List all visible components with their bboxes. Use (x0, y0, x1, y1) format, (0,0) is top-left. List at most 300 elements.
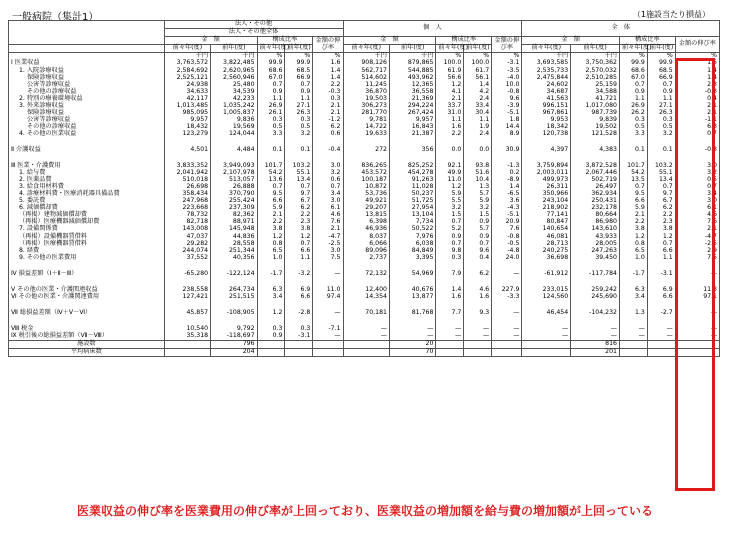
row-label: 1. 入院診療収益 (9, 67, 165, 74)
header-ratio: 構成比率 (436, 37, 492, 45)
table-cell: 14,722 (343, 123, 389, 130)
table-cell: 11,028 (389, 184, 435, 191)
table-cell: 1.4 (675, 67, 719, 74)
row-label (9, 261, 165, 270)
row-label: Ⅲ 医業・介護費用 (9, 163, 165, 170)
table-cell: 0.9 (619, 88, 647, 95)
footer-cell (647, 340, 675, 348)
footer-cell (436, 340, 464, 348)
table-cell: — (675, 325, 719, 332)
header-group-total: 全 体 (522, 21, 720, 37)
row-label: 2. 医薬品費 (9, 177, 165, 184)
table-cell: 27.1 (285, 102, 313, 109)
table-cell: 1.0 (619, 254, 647, 261)
table-cell: 3.6 (492, 198, 522, 205)
table-cell: 81,768 (389, 309, 435, 316)
header-prev2: 前々年(度) (164, 45, 210, 53)
table-cell: 879,865 (389, 60, 435, 67)
table-cell: 2.4 (464, 95, 492, 102)
table-cell: — (619, 333, 647, 341)
table-cell: 264,734 (211, 286, 257, 293)
table-cell: 0.7 (257, 81, 285, 88)
table-cell: 0.7 (619, 81, 647, 88)
table-cell: -1.2 (313, 116, 343, 123)
table-cell: 1.4 (492, 184, 522, 191)
caption: 医業収益の伸び率を医業費用の伸び率が上回っており、医業収益の増加額を給与費の増加額が上回っている (76, 504, 653, 518)
table-cell: 1.1 (436, 116, 464, 123)
table-cell: -104,232 (571, 309, 620, 316)
table-cell: 3.4 (675, 191, 719, 198)
table-cell: 2,525,121 (164, 74, 210, 81)
footer-row (9, 340, 720, 348)
table-cell: 101.7 (619, 163, 647, 170)
footer-cell: 70 (389, 348, 435, 356)
table-cell: 34,633 (164, 88, 210, 95)
table-cell: 143,008 (164, 226, 210, 233)
table-cell (436, 261, 464, 270)
table-cell: 140,654 (522, 226, 571, 233)
table-cell: 19,503 (343, 95, 389, 102)
table-cell: 44,836 (211, 233, 257, 240)
table-cell (343, 261, 389, 270)
table-cell: 3.3 (257, 131, 285, 138)
table-cell: 2.1 (619, 212, 647, 219)
table-cell: 0.7 (285, 81, 313, 88)
footer-row (9, 348, 720, 356)
table-cell: 1.4 (464, 81, 492, 88)
table-cell: 3,693,585 (522, 60, 571, 67)
footer-cell: 796 (211, 340, 257, 348)
footer-cell: 20 (389, 340, 435, 348)
table-cell: 35,318 (164, 333, 210, 341)
table-cell: 9,781 (343, 116, 389, 123)
table-cell: 2,510,285 (571, 74, 620, 81)
table-cell: 0.9 (436, 233, 464, 240)
table-cell: 68.5 (285, 67, 313, 74)
table-cell (571, 261, 620, 270)
table-cell: 7.7 (436, 309, 464, 316)
row-label: 3. 外来診療収益 (9, 102, 165, 109)
footer-cell (257, 340, 285, 348)
table-cell: 0.4 (464, 254, 492, 261)
table-cell: 1,017,080 (571, 102, 620, 109)
table-cell: -0.5 (492, 240, 522, 247)
table-cell: 6.3 (257, 286, 285, 293)
row-label: 9. その他の医業費用 (9, 254, 165, 261)
unit-cell: % (313, 53, 343, 61)
table-cell: 9.6 (492, 95, 522, 102)
table-cell: 0.5 (257, 123, 285, 130)
table-cell: 1.2 (619, 233, 647, 240)
unit-cell: % (285, 53, 313, 61)
table-cell: — (313, 309, 343, 316)
table-cell: 54,969 (389, 270, 435, 277)
table-cell: 21,369 (389, 95, 435, 102)
unit-cell: % (619, 53, 647, 61)
table-cell: 9.5 (619, 191, 647, 198)
table-cell: 3.2 (675, 170, 719, 177)
header-prev1: 前年(度) (464, 45, 492, 53)
table-cell: 0.7 (257, 184, 285, 191)
table-cell: 0.7 (436, 219, 464, 226)
table-cell: 26.9 (257, 102, 285, 109)
table-cell: 3.4 (619, 293, 647, 300)
table-cell: -5.1 (492, 109, 522, 116)
table-cell: 26,497 (571, 184, 620, 191)
row-label: 4. その他の医業収益 (9, 131, 165, 138)
table-cell: 127,421 (164, 293, 210, 300)
table-cell: -3.2 (285, 270, 313, 277)
table-cell: 9,836 (211, 116, 257, 123)
row-label: Ⅳ 損益差額（Ⅰ＋Ⅱ－Ⅲ） (9, 270, 165, 277)
table-cell: 0.7 (675, 184, 719, 191)
table-cell: 247,968 (164, 198, 210, 205)
table-cell: 91,263 (389, 177, 435, 184)
table-cell: 2,067,446 (571, 170, 620, 177)
table-cell: 454,278 (389, 170, 435, 177)
table-cell: 1.2 (436, 81, 464, 88)
table-cell: -118,697 (211, 333, 257, 341)
table-cell: 251,344 (211, 247, 257, 254)
table-cell: 54.2 (619, 170, 647, 177)
table-cell: 100.0 (464, 60, 492, 67)
table-cell: 1.1 (647, 254, 675, 261)
row-label: 1. 給与費 (9, 170, 165, 177)
table-cell: 218,902 (522, 205, 571, 212)
header-amount: 金 額 (343, 37, 436, 45)
growth-column-highlight (675, 58, 715, 491)
table-cell: 2,107,978 (211, 170, 257, 177)
table-cell: 29,282 (164, 240, 210, 247)
table-cell: 145,948 (211, 226, 257, 233)
header-growth: 金額の伸び率 (492, 37, 522, 53)
table-cell: 3,395 (389, 254, 435, 261)
table-cell: 0.9 (257, 333, 285, 341)
table-cell (464, 261, 492, 270)
table-cell: 1,013,485 (164, 102, 210, 109)
table-cell: 1.0 (257, 254, 285, 261)
unit-cell: % (436, 53, 464, 61)
table-cell: 61.9 (436, 67, 464, 74)
table-cell: 6.6 (285, 293, 313, 300)
table-cell (164, 277, 210, 286)
table-cell: 3,763,572 (164, 60, 210, 67)
table-cell: 25,159 (571, 81, 620, 88)
table-cell: 0.1 (647, 147, 675, 154)
table-row (9, 147, 720, 154)
header-prev2: 前々年(度) (436, 45, 464, 53)
table-cell: 14.4 (492, 123, 522, 130)
table-cell: 10.4 (464, 177, 492, 184)
table-cell (647, 261, 675, 270)
table-cell: 3,750,362 (571, 60, 620, 67)
table-cell: 3.2 (647, 131, 675, 138)
table-cell: 72,132 (343, 270, 389, 277)
header-prev1: 前年(度) (211, 45, 257, 53)
table-cell: 1.1 (285, 95, 313, 102)
header-ratio: 構成比率 (257, 37, 313, 45)
row-label: Ⅱ 介護収益 (9, 147, 165, 154)
table-cell: 56.1 (464, 74, 492, 81)
table-row (9, 254, 720, 261)
table-cell: 3.2 (436, 205, 464, 212)
table-cell: — (492, 325, 522, 332)
page-title: 一般病院（集計1） (12, 12, 99, 23)
table-cell: 41,721 (571, 95, 620, 102)
table-cell: 0.5 (647, 123, 675, 130)
table-cell: — (436, 325, 464, 332)
table-cell: 4,383 (571, 147, 620, 154)
table-row (9, 309, 720, 316)
table-cell: 36,698 (522, 254, 571, 261)
table-cell: 4,397 (522, 147, 571, 154)
table-cell: -4.8 (492, 247, 522, 254)
table-cell: 19,569 (211, 123, 257, 130)
table-cell: 4.1 (436, 88, 464, 95)
table-cell: 6.2 (647, 205, 675, 212)
table-cell: 243,104 (522, 198, 571, 205)
footer-cell: 201 (571, 348, 620, 356)
table-cell: 68.6 (619, 67, 647, 74)
header-prev1: 前年(度) (647, 45, 675, 53)
footer-cell (464, 340, 492, 348)
table-cell: 3.0 (313, 163, 343, 170)
table-cell: 4,484 (211, 147, 257, 154)
table-cell: 1.2 (257, 233, 285, 240)
table-cell: 3.4 (313, 191, 343, 198)
table-cell: 233,015 (522, 286, 571, 293)
footer-cell (492, 348, 522, 356)
table-cell: — (647, 333, 675, 341)
table-cell: 26.9 (619, 102, 647, 109)
table-cell: 21,387 (389, 131, 435, 138)
table-cell: 0.3 (257, 116, 285, 123)
table-cell: 9,957 (164, 116, 210, 123)
table-cell: 5.2 (436, 226, 464, 233)
table-cell: 14,354 (343, 293, 389, 300)
table-cell: 2,570,032 (571, 67, 620, 74)
table-cell (464, 277, 492, 286)
table-cell: — (675, 333, 719, 341)
table-cell: 2,560,946 (211, 74, 257, 81)
table-cell: -3.1 (647, 270, 675, 277)
table-cell: 0.3 (257, 325, 285, 332)
table-cell: 2.1 (436, 95, 464, 102)
table-cell: 3.0 (313, 247, 343, 254)
table-cell: -4.7 (675, 233, 719, 240)
table-cell: -2.5 (675, 240, 719, 247)
table-cell: 1.8 (492, 116, 522, 123)
table-cell: 6.7 (647, 198, 675, 205)
row-label: 保険診療収益 (9, 74, 165, 81)
table-cell: 0.3 (285, 325, 313, 332)
table-cell: 26.3 (647, 109, 675, 116)
table-cell: 121,528 (571, 131, 620, 138)
table-cell (343, 277, 389, 286)
table-cell: 36,558 (389, 88, 435, 95)
table-cell: 86,980 (571, 219, 620, 226)
table-cell: 3.8 (647, 226, 675, 233)
table-cell: 16,843 (389, 123, 435, 130)
table-cell: -108,905 (211, 309, 257, 316)
table-cell: 55.1 (647, 170, 675, 177)
table-cell: — (522, 333, 571, 341)
table-cell (436, 277, 464, 286)
table-cell: 281,770 (343, 109, 389, 116)
table-cell: 3.0 (313, 198, 343, 205)
footer-cell (285, 348, 313, 356)
row-label: 保険診療収益 (9, 109, 165, 116)
table-cell (619, 277, 647, 286)
table-cell: 9.6 (464, 247, 492, 254)
table-cell: — (492, 333, 522, 341)
table-cell: — (343, 333, 389, 341)
table-cell: 78,732 (164, 212, 210, 219)
table-cell: 13.6 (257, 177, 285, 184)
table-cell: 362,934 (571, 191, 620, 198)
table-cell: -2.5 (313, 240, 343, 247)
table-cell: 1.6 (313, 60, 343, 67)
table-cell: 13.4 (285, 177, 313, 184)
table-cell: 3,822,485 (211, 60, 257, 67)
table-cell: 88,971 (211, 219, 257, 226)
table-row (9, 333, 720, 341)
table-cell: 3.2 (285, 131, 313, 138)
table-cell: 84,849 (389, 247, 435, 254)
table-cell: 0.5 (285, 123, 313, 130)
table-cell: 42,117 (164, 95, 210, 102)
table-cell: 987,739 (571, 109, 620, 116)
table-cell: 3.4 (257, 293, 285, 300)
unit-cell: 千円 (211, 53, 257, 61)
table-cell: 54.2 (257, 170, 285, 177)
table-cell: -122,124 (211, 270, 257, 277)
table-cell: 259,242 (571, 286, 620, 293)
table-cell: 6,066 (343, 240, 389, 247)
table-cell: 370,790 (211, 191, 257, 198)
table-cell: 0.0 (464, 147, 492, 154)
table-cell: 238,558 (164, 286, 210, 293)
table-cell: 2.1 (313, 102, 343, 109)
table-cell: 1.5 (464, 212, 492, 219)
table-cell: 0.9 (285, 88, 313, 95)
table-cell: 143,610 (571, 226, 620, 233)
table-cell: 29,207 (343, 205, 389, 212)
table-cell: 1.6 (464, 293, 492, 300)
table-cell: 2.1 (675, 109, 719, 116)
table-cell: 97.4 (313, 293, 343, 300)
table-cell: 6.9 (285, 286, 313, 293)
table-cell: 245,690 (571, 293, 620, 300)
table-row (9, 270, 720, 277)
row-label: Ⅷ 税金 (9, 325, 165, 332)
table-cell: 1.3 (464, 184, 492, 191)
table-cell: 7.5 (313, 254, 343, 261)
table-cell: 2,737 (343, 254, 389, 261)
table-cell: -1.1 (675, 116, 719, 123)
footer-cell (492, 340, 522, 348)
table-cell: 1.4 (313, 67, 343, 74)
table-cell: 6,398 (343, 219, 389, 226)
table-cell: 240,275 (522, 247, 571, 254)
table-cell: 1.6 (436, 293, 464, 300)
table-cell: 26.3 (285, 109, 313, 116)
table-cell: 7.5 (675, 254, 719, 261)
table-cell: 250,431 (571, 198, 620, 205)
table-cell: 3.3 (619, 131, 647, 138)
unit-cell: % (675, 53, 719, 61)
table-cell: 82,362 (211, 212, 257, 219)
table-cell: -3.9 (492, 102, 522, 109)
table-cell: 513,057 (211, 177, 257, 184)
table-cell: 68.6 (257, 67, 285, 74)
table-cell: 4.6 (675, 212, 719, 219)
table-cell: 3,833,352 (164, 163, 210, 170)
table-cell: 120,738 (522, 131, 571, 138)
table-cell: 0.9 (647, 88, 675, 95)
table-cell: 510,018 (164, 177, 210, 184)
unit-cell: % (647, 53, 675, 61)
table-cell: 0.7 (647, 184, 675, 191)
table-cell: 0.9 (464, 233, 492, 240)
table-cell (285, 261, 313, 270)
table-cell: 9.7 (285, 191, 313, 198)
table-cell: -4.3 (492, 205, 522, 212)
table-cell: 27,954 (389, 205, 435, 212)
footer-cell (619, 340, 647, 348)
table-cell: 18,432 (164, 123, 210, 130)
table-cell: 36,870 (343, 88, 389, 95)
row-label: 公害等診療収益 (9, 116, 165, 123)
table-cell: -0.3 (675, 147, 719, 154)
table-cell: 1.1 (285, 254, 313, 261)
table-cell: -3.3 (492, 293, 522, 300)
table-cell: — (647, 325, 675, 332)
header-amount: 金 額 (164, 37, 257, 45)
table-cell: 3.2 (464, 205, 492, 212)
header-prev2: 前々年(度) (619, 45, 647, 53)
header-subgroup-corporate: 法人・その他全体 (164, 29, 343, 37)
table-cell: 50,237 (389, 191, 435, 198)
header-blank (9, 21, 165, 45)
table-cell: 251,515 (211, 293, 257, 300)
row-label: Ⅸ 税引後の総損益差額（Ⅶ－Ⅷ） (9, 333, 165, 341)
table-cell: 66.9 (647, 74, 675, 81)
table-cell: 0.7 (285, 184, 313, 191)
table-cell: 7,734 (389, 219, 435, 226)
table-cell: 13.4 (647, 177, 675, 184)
table-cell: 6.1 (313, 205, 343, 212)
table-cell: 8,037 (343, 233, 389, 240)
header-amount: 金 額 (522, 37, 620, 45)
row-label: （再掲）設備機器賃借料 (9, 233, 165, 240)
table-cell: 30.4 (464, 109, 492, 116)
table-cell: 27.1 (647, 102, 675, 109)
table-cell: 9.8 (436, 247, 464, 254)
table-cell: 1.1 (257, 95, 285, 102)
table-cell: 4,501 (164, 147, 210, 154)
table-cell: 4.6 (313, 212, 343, 219)
row-label: 3. 給食用材料費 (9, 184, 165, 191)
table-cell: — (492, 270, 522, 277)
table-cell: 66.9 (285, 74, 313, 81)
table-cell: 2,620,965 (211, 67, 257, 74)
table-cell: 13,815 (343, 212, 389, 219)
table-cell (313, 261, 343, 270)
table-cell: -4.0 (492, 74, 522, 81)
table-cell: 0.3 (285, 116, 313, 123)
table-cell: 6.5 (257, 247, 285, 254)
